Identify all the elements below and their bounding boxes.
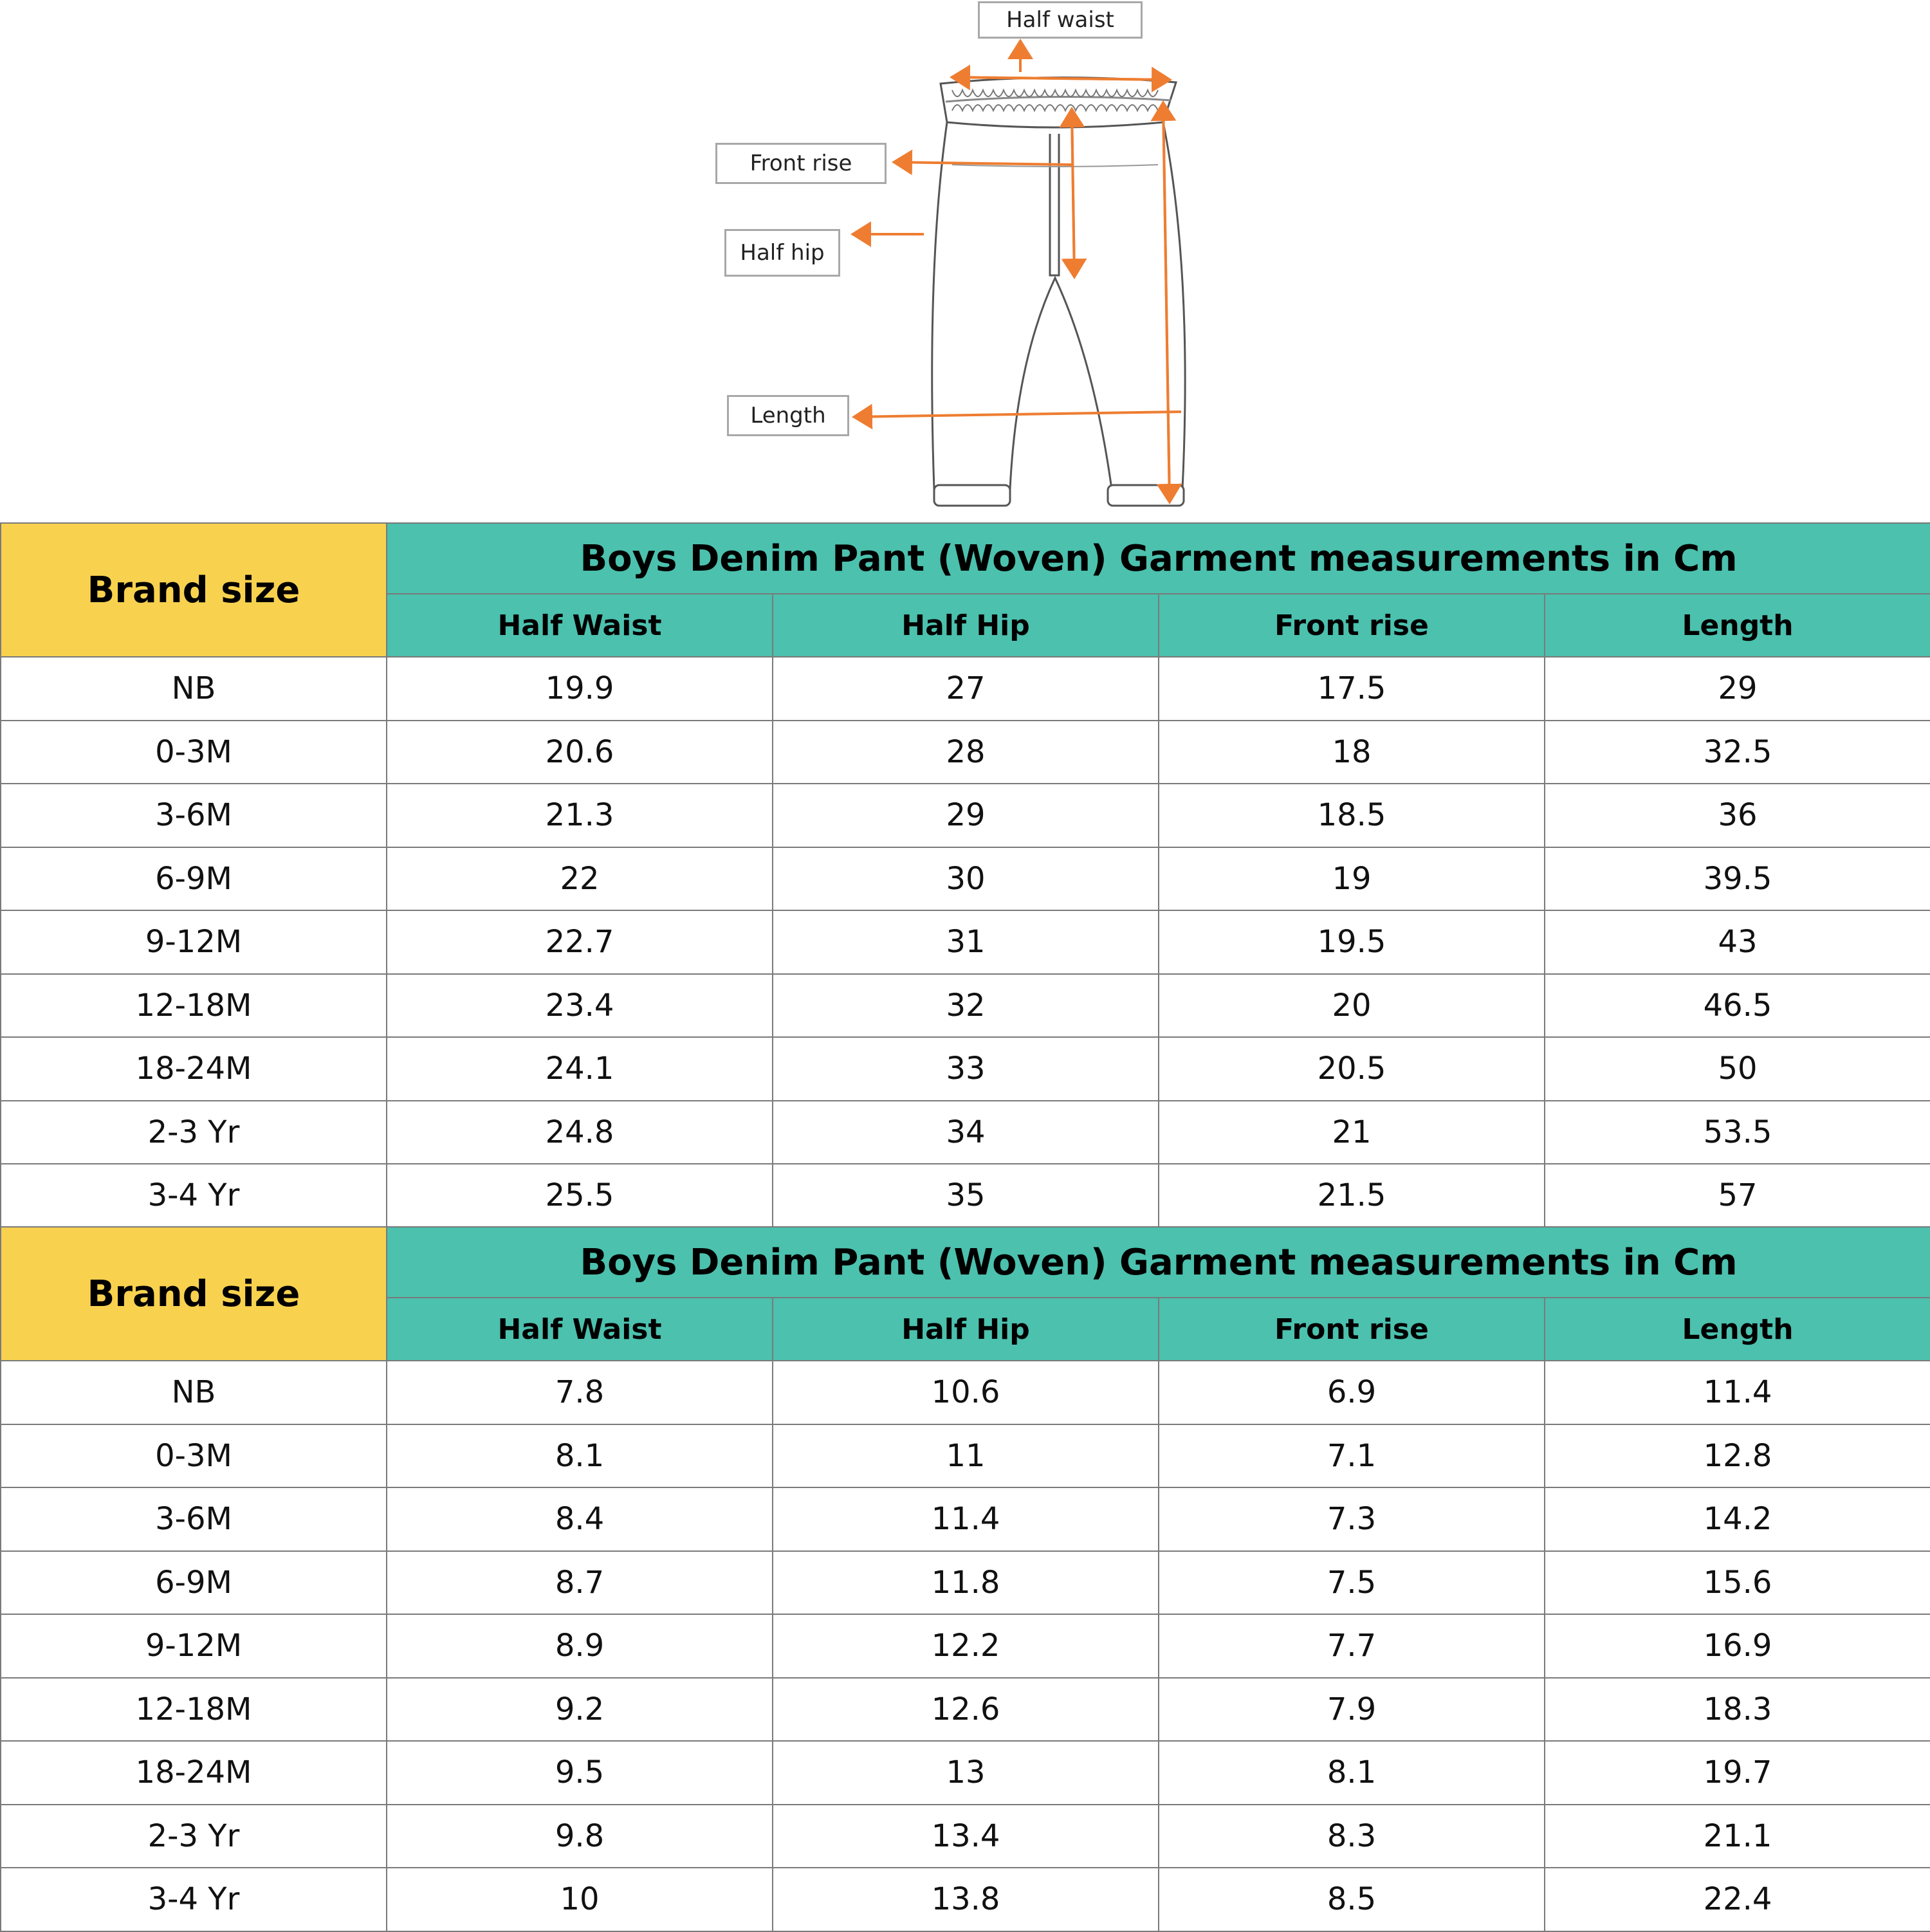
table-row xyxy=(1,1361,1930,1424)
half-waist-cell: 23.4 xyxy=(387,974,773,1038)
half-hip-cell: 34 xyxy=(773,1101,1159,1164)
table-row xyxy=(1,847,1930,911)
brand-size-cell: 3-4 Yr xyxy=(1,1868,387,1931)
length-cell: 22.4 xyxy=(1545,1868,1930,1931)
length-cell: 14.2 xyxy=(1545,1487,1930,1551)
half-waist-cell: 8.7 xyxy=(387,1551,773,1615)
half-hip-cell: 27 xyxy=(773,657,1159,721)
table-row xyxy=(1,1678,1930,1742)
length-cell: 18.3 xyxy=(1545,1678,1930,1742)
length-cell: 19.7 xyxy=(1545,1741,1930,1805)
front-rise-label: Front rise xyxy=(715,143,887,184)
table-row xyxy=(1,910,1930,974)
half-waist-cell: 7.8 xyxy=(387,1361,773,1424)
table-title: Boys Denim Pant (Woven) Garment measurements in Cm xyxy=(387,523,1930,594)
half-hip-cell: 12.6 xyxy=(773,1678,1159,1742)
brand-size-cell: 3-4 Yr xyxy=(1,1164,387,1228)
front-rise-cell: 7.5 xyxy=(1159,1551,1545,1615)
brand-size-cell: 18-24M xyxy=(1,1037,387,1101)
half-waist-cell: 9.8 xyxy=(387,1805,773,1868)
half-waist-cell: 25.5 xyxy=(387,1164,773,1228)
front-rise-cell: 8.5 xyxy=(1159,1868,1545,1931)
table-row xyxy=(1,784,1930,847)
front-rise-cell: 7.7 xyxy=(1159,1614,1545,1678)
brand-size-cell: 0-3M xyxy=(1,1424,387,1488)
col-header-length: Length xyxy=(1545,1298,1930,1361)
half-hip-cell: 31 xyxy=(773,910,1159,974)
half-hip-cell: 32 xyxy=(773,974,1159,1038)
table-row xyxy=(1,1805,1930,1868)
col-header-half-hip: Half Hip xyxy=(773,1298,1159,1361)
table-row xyxy=(1,1614,1930,1678)
length-cell: 21.1 xyxy=(1545,1805,1930,1868)
size-table-1 xyxy=(0,522,1930,1228)
front-rise-cell: 7.9 xyxy=(1159,1678,1545,1742)
length-cell: 39.5 xyxy=(1545,847,1930,911)
col-header-length: Length xyxy=(1545,594,1930,657)
brand-size-cell: NB xyxy=(1,1361,387,1424)
length-cell: 43 xyxy=(1545,910,1930,974)
length-cell: 46.5 xyxy=(1545,974,1930,1038)
length-cell: 50 xyxy=(1545,1037,1930,1101)
half-waist-cell: 21.3 xyxy=(387,784,773,847)
front-rise-cell: 20 xyxy=(1159,974,1545,1038)
table-body xyxy=(1,1361,1930,1931)
table-row xyxy=(1,721,1930,784)
half-hip-cell: 28 xyxy=(773,721,1159,784)
brand-size-cell: 9-12M xyxy=(1,910,387,974)
brand-size-cell: 2-3 Yr xyxy=(1,1101,387,1164)
half-waist-cell: 24.1 xyxy=(387,1037,773,1101)
brand-size-cell: 12-18M xyxy=(1,1678,387,1742)
half-hip-cell: 10.6 xyxy=(773,1361,1159,1424)
length-cell: 57 xyxy=(1545,1164,1930,1228)
brand-size-cell: 12-18M xyxy=(1,974,387,1038)
half-waist-cell: 19.9 xyxy=(387,657,773,721)
brand-size-cell: 6-9M xyxy=(1,847,387,911)
length-cell: 36 xyxy=(1545,784,1930,847)
table-row xyxy=(1,1037,1930,1101)
front-rise-cell: 19 xyxy=(1159,847,1545,911)
half-hip-cell: 13.8 xyxy=(773,1868,1159,1931)
length-label: Length xyxy=(727,395,849,436)
half-hip-cell: 30 xyxy=(773,847,1159,911)
length-cell: 16.9 xyxy=(1545,1614,1930,1678)
front-rise-cell: 21 xyxy=(1159,1101,1545,1164)
brand-size-cell: 9-12M xyxy=(1,1614,387,1678)
length-cell: 11.4 xyxy=(1545,1361,1930,1424)
brand-size-header: Brand size xyxy=(1,1227,387,1361)
brand-size-cell: 2-3 Yr xyxy=(1,1805,387,1868)
table-row xyxy=(1,1101,1930,1164)
table-row xyxy=(1,1164,1930,1228)
half-hip-cell: 33 xyxy=(773,1037,1159,1101)
front-rise-cell: 21.5 xyxy=(1159,1164,1545,1228)
table-row xyxy=(1,1551,1930,1615)
front-rise-cell: 17.5 xyxy=(1159,657,1545,721)
brand-size-cell: NB xyxy=(1,657,387,721)
col-header-front-rise: Front rise xyxy=(1159,594,1545,657)
half-waist-cell: 9.2 xyxy=(387,1678,773,1742)
table-body xyxy=(1,657,1930,1228)
front-rise-cell: 19.5 xyxy=(1159,910,1545,974)
brand-size-cell: 3-6M xyxy=(1,784,387,847)
brand-size-cell: 3-6M xyxy=(1,1487,387,1551)
front-rise-cell: 6.9 xyxy=(1159,1361,1545,1424)
half-hip-cell: 12.2 xyxy=(773,1614,1159,1678)
front-rise-cell: 7.1 xyxy=(1159,1424,1545,1488)
half-waist-cell: 10 xyxy=(387,1868,773,1931)
half-waist-cell: 20.6 xyxy=(387,721,773,784)
half-waist-cell: 22 xyxy=(387,847,773,911)
half-waist-cell: 8.9 xyxy=(387,1614,773,1678)
half-hip-label: Half hip xyxy=(724,229,840,277)
front-rise-cell: 8.3 xyxy=(1159,1805,1545,1868)
col-header-half-waist: Half Waist xyxy=(387,594,773,657)
half-waist-cell: 9.5 xyxy=(387,1741,773,1805)
front-rise-cell: 8.1 xyxy=(1159,1741,1545,1805)
half-waist-cell: 24.8 xyxy=(387,1101,773,1164)
table-row xyxy=(1,1424,1930,1488)
table-row xyxy=(1,1741,1930,1805)
half-hip-cell: 11.8 xyxy=(773,1551,1159,1615)
col-header-front-rise: Front rise xyxy=(1159,1298,1545,1361)
size-table-2 xyxy=(0,1226,1930,1932)
half-waist-cell: 8.1 xyxy=(387,1424,773,1488)
front-rise-cell: 7.3 xyxy=(1159,1487,1545,1551)
brand-size-cell: 0-3M xyxy=(1,721,387,784)
length-cell: 12.8 xyxy=(1545,1424,1930,1488)
front-rise-cell: 20.5 xyxy=(1159,1037,1545,1101)
front-rise-cell: 18.5 xyxy=(1159,784,1545,847)
brand-size-header: Brand size xyxy=(1,523,387,657)
half-hip-cell: 11 xyxy=(773,1424,1159,1488)
brand-size-cell: 18-24M xyxy=(1,1741,387,1805)
pant-illustration xyxy=(0,0,1930,524)
half-waist-label: Half waist xyxy=(978,1,1143,39)
table-row xyxy=(1,1487,1930,1551)
half-hip-cell: 13 xyxy=(773,1741,1159,1805)
half-hip-cell: 35 xyxy=(773,1164,1159,1228)
brand-size-cell: 6-9M xyxy=(1,1551,387,1615)
table-title: Boys Denim Pant (Woven) Garment measurements in Cm xyxy=(387,1227,1930,1298)
length-cell: 32.5 xyxy=(1545,721,1930,784)
half-waist-cell: 8.4 xyxy=(387,1487,773,1551)
col-header-half-waist: Half Waist xyxy=(387,1298,773,1361)
length-cell: 15.6 xyxy=(1545,1551,1930,1615)
length-cell: 53.5 xyxy=(1545,1101,1930,1164)
pant-measurement-diagram xyxy=(0,0,1930,524)
col-header-half-hip: Half Hip xyxy=(773,594,1159,657)
half-hip-cell: 29 xyxy=(773,784,1159,847)
table-row xyxy=(1,1868,1930,1931)
half-hip-cell: 13.4 xyxy=(773,1805,1159,1868)
half-hip-cell: 11.4 xyxy=(773,1487,1159,1551)
table-row xyxy=(1,974,1930,1038)
front-rise-cell: 18 xyxy=(1159,721,1545,784)
pant-outline xyxy=(932,77,1185,506)
length-cell: 29 xyxy=(1545,657,1930,721)
half-waist-cell: 22.7 xyxy=(387,910,773,974)
table-row xyxy=(1,657,1930,721)
